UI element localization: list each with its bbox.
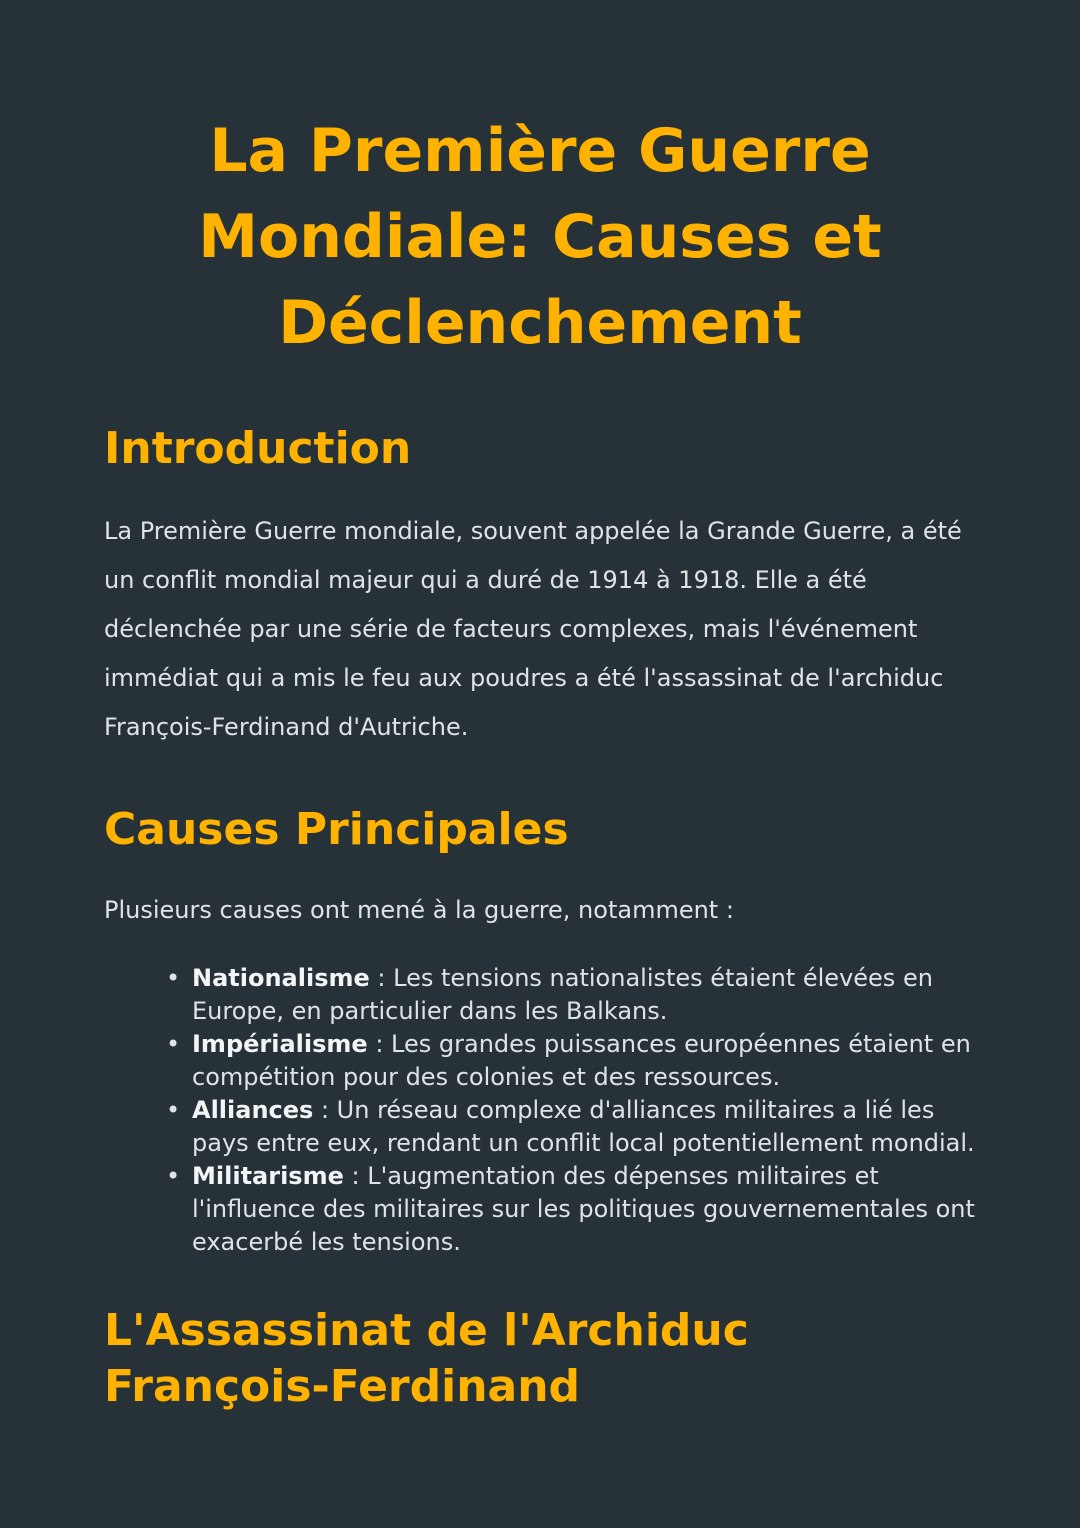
bullet-icon: •: [166, 964, 181, 992]
list-item: [166, 1028, 976, 1094]
cause-term: Impérialisme: [192, 1030, 368, 1058]
cause-description: : Les tensions nationalistes étaient élevées en Europe, en particulier dans les Balkans.: [192, 964, 933, 1025]
assassinat-heading: L'Assassinat de l'Archiduc François-Ferdinand: [104, 1305, 749, 1412]
cause-term: Militarisme: [192, 1162, 344, 1190]
list-item: [166, 1094, 976, 1160]
cause-description: : Les grandes puissances européennes étaient en compétition pour des colonies et des ressources.: [192, 1030, 971, 1091]
cause-term: Nationalisme: [192, 964, 370, 992]
page-title: La Première Guerre Mondiale: Causes et Déclenchement: [198, 116, 882, 358]
bullet-icon: •: [166, 1030, 181, 1058]
bullet-icon: •: [166, 1162, 181, 1190]
cause-description: : Un réseau complexe d'alliances militaires a lié les pays entre eux, rendant un conflit local potentiellement mondial.: [192, 1096, 975, 1157]
causes-heading: Causes Principales: [104, 804, 569, 855]
bullet-icon: •: [166, 1096, 181, 1124]
list-item: [166, 1160, 976, 1259]
cause-term: Alliances: [192, 1096, 314, 1124]
causes-intro-paragraph: Plusieurs causes ont mené à la guerre, notamment :: [104, 896, 734, 924]
list-item: [166, 962, 976, 1028]
introduction-heading: Introduction: [104, 423, 412, 474]
causes-list: [104, 962, 976, 1259]
cause-description: : L'augmentation des dépenses militaires et l'influence des militaires sur les politiques gouvernementales ont exacerbé les tensions.: [192, 1162, 975, 1256]
introduction-paragraph: La Première Guerre mondiale, souvent appelée la Grande Guerre, a été un conflit mondial majeur qui a duré de 1914 à 1918. Elle a été déclenchée par une série de facteurs complexes, mais l'événement immédiat qui a mis le feu aux poudres a été l'assassinat de l'archiduc François-Ferdinand d'Autriche.: [104, 517, 962, 741]
